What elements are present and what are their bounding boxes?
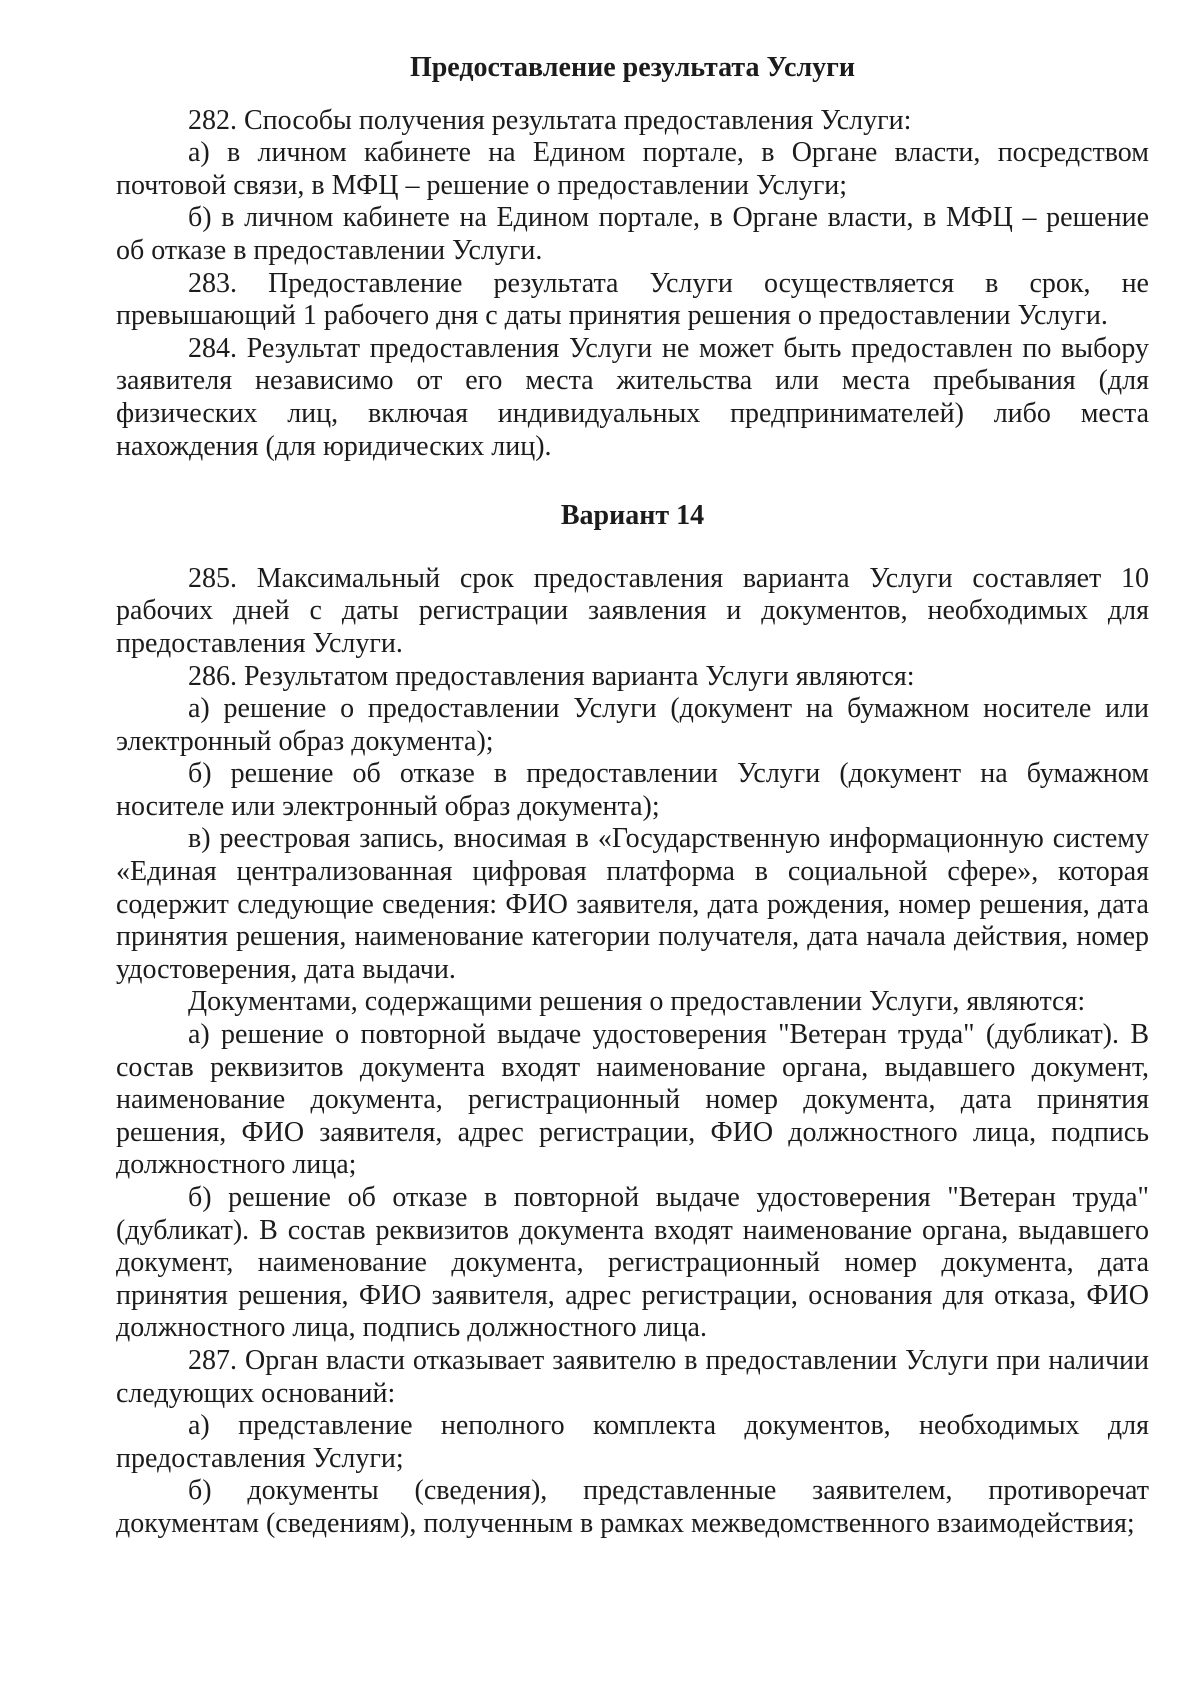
paragraph-documents-b: б) решение об отказе в повторной выдаче удостоверения "Ветеран труда" (дубликат). В состав реквизитов документа входят наименование органа, выдавшего документ, наименование документа, регистрационный номер документа, дата принятия решения, ФИО заявителя, адрес регистрации, основания для отказа, ФИО должностного лица, подпись должностного лица. xyxy=(116,1182,1149,1344)
paragraph-285: 285. Максимальный срок предоставления варианта Услуги составляет 10 рабочих дней с даты регистрации заявления и документов, необходимых для предоставления Услуги. xyxy=(116,562,1149,659)
paragraph-282-b: б) в личном кабинете на Едином портале, в Органе власти, в МФЦ – решение об отказе в предоставлении Услуги. xyxy=(116,202,1149,266)
document-body xyxy=(116,52,1149,1541)
paragraph-documents-intro: Документами, содержащими решения о предоставлении Услуги, являются: xyxy=(188,986,1086,1018)
section-heading-variant: Вариант 14 xyxy=(560,500,705,532)
paragraph-284: 284. Результат предоставления Услуги не может быть предоставлен по выбору заявителя независимо от его места жительства или места пребывания (для физических лиц, включая индивидуальных предпринимателей) либо места нахождения (для юридических лиц). xyxy=(116,332,1149,462)
paragraph-282-a: а) в личном кабинете на Едином портале, в Органе власти, посредством почтовой связи, в МФЦ – решение о предоставлении Услуги; xyxy=(116,137,1149,201)
paragraph-286-b: б) решение об отказе в предоставлении Услуги (документ на бумажном носителе или электронный образ документа); xyxy=(116,758,1149,822)
section-heading-result: Предоставление результата Услуги xyxy=(409,52,856,83)
paragraph-287-a: а) представление неполного комплекта документов, необходимых для предоставления Услуги; xyxy=(116,1410,1149,1474)
paragraph-documents-a: а) решение о повторной выдаче удостоверения "Ветеран труда" (дубликат). В состав реквизитов документа входят наименование органа, выдавшего документ, наименование документа, регистрационный номер документа, дата принятия решения, ФИО заявителя, адрес регистрации, ФИО должностного лица, подпись должностного лица; xyxy=(116,1019,1149,1181)
paragraph-286: 286. Результатом предоставления варианта Услуги являются: xyxy=(188,660,915,692)
paragraph-282: 282. Способы получения результата предоставления Услуги: xyxy=(188,104,912,136)
paragraph-286-a: а) решение о предоставлении Услуги (документ на бумажном носителе или электронный образ документа); xyxy=(116,693,1149,757)
paragraph-287-b: б) документы (сведения), представленные заявителем, противоречат документам (сведениям), полученным в рамках межведомственного взаимодействия; xyxy=(116,1475,1149,1539)
paragraph-286-v: в) реестровая запись, вносимая в «Государственную информационную систему «Единая централизованная цифровая платформа в социальной сфере», которая содержит следующие сведения: ФИО заявителя, дата рождения, номер решения, дата принятия решения, наименование категории получателя, дата начала действия, номер удостоверения, дата выдачи. xyxy=(116,823,1149,985)
paragraph-283: 283. Предоставление результата Услуги осуществляется в срок, не превышающий 1 рабочего дня с даты принятия решения о предоставлении Услуги. xyxy=(116,267,1149,332)
paragraph-287: 287. Орган власти отказывает заявителю в предоставлении Услуги при наличии следующих оснований: xyxy=(116,1344,1149,1409)
